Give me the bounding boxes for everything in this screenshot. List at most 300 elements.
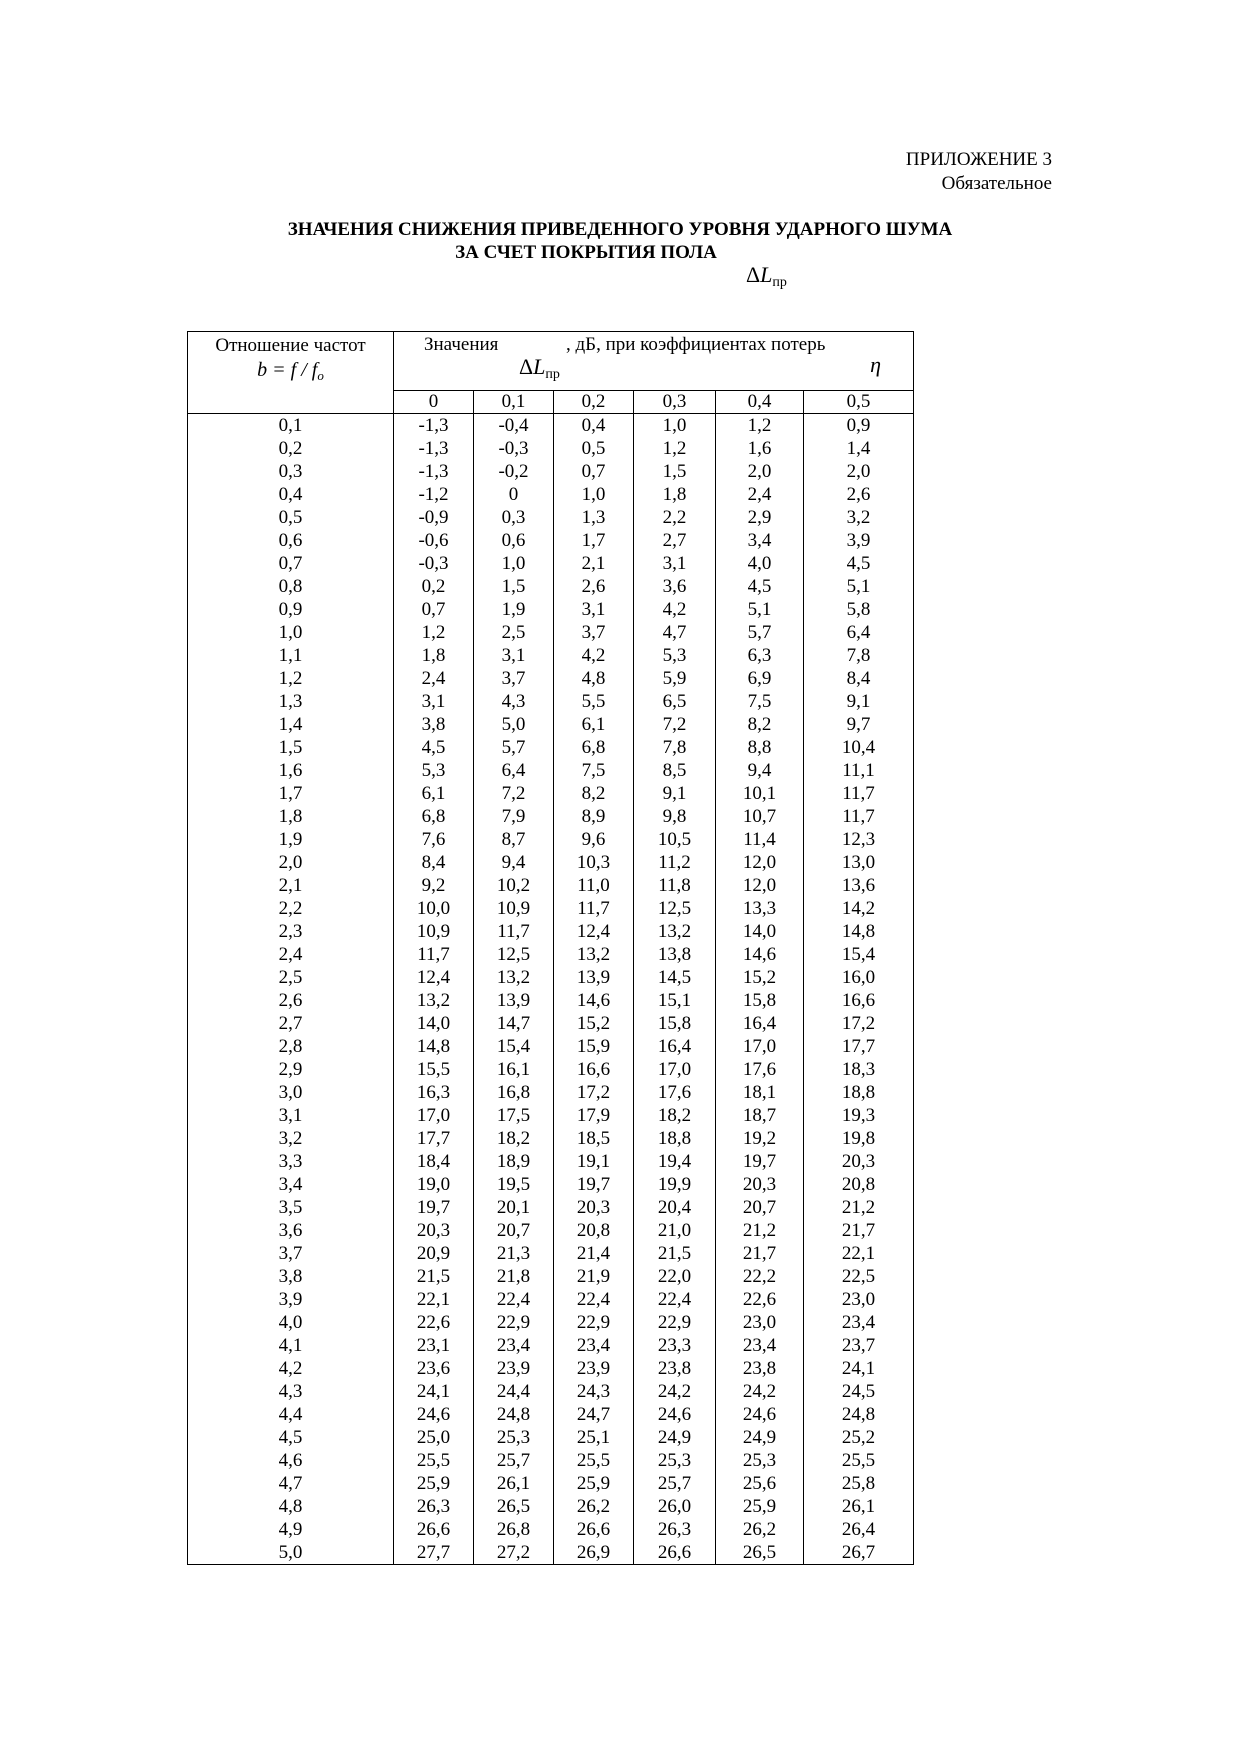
value-cell: 13,9 bbox=[474, 989, 554, 1012]
value-cell: 0,7 bbox=[394, 598, 474, 621]
value-cell: 16,6 bbox=[554, 1058, 634, 1081]
table-row bbox=[188, 1403, 914, 1426]
value-cell: 0,7 bbox=[554, 460, 634, 483]
table-row bbox=[188, 1495, 914, 1518]
value-cell: 12,0 bbox=[716, 874, 804, 897]
header-values-unit: , дБ, при коэффициентах потерь bbox=[566, 334, 826, 355]
value-cell: 9,2 bbox=[394, 874, 474, 897]
appendix-label: ПРИЛОЖЕНИЕ 3 bbox=[905, 149, 1052, 170]
value-cell: 8,2 bbox=[716, 713, 804, 736]
value-cell: 3,6 bbox=[634, 575, 716, 598]
value-cell: 20,8 bbox=[554, 1219, 634, 1242]
value-cell: 7,2 bbox=[474, 782, 554, 805]
value-cell: 24,1 bbox=[394, 1380, 474, 1403]
value-cell: 13,2 bbox=[634, 920, 716, 943]
value-cell: -0,9 bbox=[394, 506, 474, 529]
value-cell: 11,1 bbox=[804, 759, 914, 782]
table-row bbox=[188, 1242, 914, 1265]
value-cell: 7,8 bbox=[634, 736, 716, 759]
frequency-ratio-cell: 0,4 bbox=[188, 483, 394, 506]
frequency-ratio-cell: 2,4 bbox=[188, 943, 394, 966]
value-cell: 19,2 bbox=[716, 1127, 804, 1150]
value-cell: 3,8 bbox=[394, 713, 474, 736]
value-cell: 22,5 bbox=[804, 1265, 914, 1288]
value-cell: 5,9 bbox=[634, 667, 716, 690]
frequency-ratio-cell: 2,6 bbox=[188, 989, 394, 1012]
value-cell: 1,4 bbox=[804, 437, 914, 460]
column-header: 0,2 bbox=[554, 391, 634, 414]
value-cell: 20,9 bbox=[394, 1242, 474, 1265]
value-cell: 17,6 bbox=[716, 1058, 804, 1081]
frequency-ratio-cell: 4,7 bbox=[188, 1472, 394, 1495]
value-cell: 26,2 bbox=[716, 1518, 804, 1541]
value-cell: 10,1 bbox=[716, 782, 804, 805]
frequency-ratio-cell: 1,8 bbox=[188, 805, 394, 828]
formula-text: b = f / f bbox=[257, 359, 318, 381]
value-cell: 4,2 bbox=[634, 598, 716, 621]
value-cell: 21,3 bbox=[474, 1242, 554, 1265]
value-cell: 13,8 bbox=[634, 943, 716, 966]
table-row bbox=[188, 483, 914, 506]
title-line-1: ЗНАЧЕНИЯ СНИЖЕНИЯ ПРИВЕДЕННОГО УРОВНЯ УДАРНОГО ШУМА bbox=[287, 219, 953, 240]
table-row bbox=[188, 1518, 914, 1541]
value-cell: 24,6 bbox=[634, 1403, 716, 1426]
value-cell: 22,9 bbox=[474, 1311, 554, 1334]
value-cell: 14,5 bbox=[634, 966, 716, 989]
value-cell: 13,2 bbox=[474, 966, 554, 989]
value-cell: 24,5 bbox=[804, 1380, 914, 1403]
value-cell: 24,6 bbox=[716, 1403, 804, 1426]
value-cell: 15,8 bbox=[716, 989, 804, 1012]
value-cell: 25,3 bbox=[474, 1426, 554, 1449]
value-cell: 13,3 bbox=[716, 897, 804, 920]
column-header: 0,3 bbox=[634, 391, 716, 414]
value-cell: 18,3 bbox=[804, 1058, 914, 1081]
table-row bbox=[188, 851, 914, 874]
value-cell: 23,4 bbox=[716, 1334, 804, 1357]
value-cell: 4,2 bbox=[554, 644, 634, 667]
value-cell: 2,6 bbox=[554, 575, 634, 598]
value-cell: 24,2 bbox=[716, 1380, 804, 1403]
value-cell: 23,7 bbox=[804, 1334, 914, 1357]
frequency-ratio-cell: 2,2 bbox=[188, 897, 394, 920]
value-cell: 18,5 bbox=[554, 1127, 634, 1150]
frequency-ratio-cell: 3,0 bbox=[188, 1081, 394, 1104]
value-cell: 23,4 bbox=[804, 1311, 914, 1334]
table-row bbox=[188, 598, 914, 621]
table-row bbox=[188, 1219, 914, 1242]
value-cell: 15,2 bbox=[554, 1012, 634, 1035]
value-cell: 8,9 bbox=[554, 805, 634, 828]
value-cell: 22,6 bbox=[394, 1311, 474, 1334]
value-cell: 16,4 bbox=[634, 1035, 716, 1058]
table-row bbox=[188, 506, 914, 529]
value-cell: 16,8 bbox=[474, 1081, 554, 1104]
value-cell: 17,7 bbox=[804, 1035, 914, 1058]
value-cell: 16,6 bbox=[804, 989, 914, 1012]
table-row bbox=[188, 989, 914, 1012]
table-row bbox=[188, 1196, 914, 1219]
value-cell: 8,5 bbox=[634, 759, 716, 782]
value-cell: 19,4 bbox=[634, 1150, 716, 1173]
value-cell: 14,8 bbox=[804, 920, 914, 943]
frequency-ratio-cell: 4,8 bbox=[188, 1495, 394, 1518]
value-cell: 6,9 bbox=[716, 667, 804, 690]
value-cell: 25,5 bbox=[394, 1449, 474, 1472]
value-cell: 22,0 bbox=[634, 1265, 716, 1288]
header-delta-symbol bbox=[519, 354, 560, 383]
value-cell: 11,8 bbox=[634, 874, 716, 897]
value-cell: 15,4 bbox=[804, 943, 914, 966]
value-cell: 12,4 bbox=[554, 920, 634, 943]
value-cell: 18,4 bbox=[394, 1150, 474, 1173]
frequency-formula bbox=[188, 358, 393, 388]
frequency-ratio-cell: 1,6 bbox=[188, 759, 394, 782]
value-cell: 15,9 bbox=[554, 1035, 634, 1058]
value-cell: 19,8 bbox=[804, 1127, 914, 1150]
value-cell: 11,7 bbox=[804, 805, 914, 828]
title-symbol bbox=[746, 262, 787, 291]
value-cell: -0,3 bbox=[474, 437, 554, 460]
value-cell: 23,0 bbox=[716, 1311, 804, 1334]
frequency-ratio-cell: 3,4 bbox=[188, 1173, 394, 1196]
value-cell: 26,6 bbox=[394, 1518, 474, 1541]
value-cell: 12,3 bbox=[804, 828, 914, 851]
value-cell: 0,3 bbox=[474, 506, 554, 529]
value-cell: 26,0 bbox=[634, 1495, 716, 1518]
frequency-ratio-cell: 0,6 bbox=[188, 529, 394, 552]
value-cell: 18,8 bbox=[804, 1081, 914, 1104]
value-cell: 14,6 bbox=[716, 943, 804, 966]
value-cell: 3,7 bbox=[474, 667, 554, 690]
value-cell: 7,5 bbox=[554, 759, 634, 782]
value-cell: 0,6 bbox=[474, 529, 554, 552]
frequency-ratio-cell: 1,9 bbox=[188, 828, 394, 851]
value-cell: 14,0 bbox=[394, 1012, 474, 1035]
table-row bbox=[188, 1035, 914, 1058]
value-cell: 10,5 bbox=[634, 828, 716, 851]
value-cell: 15,5 bbox=[394, 1058, 474, 1081]
value-cell: 24,7 bbox=[554, 1403, 634, 1426]
value-cell: 23,8 bbox=[716, 1357, 804, 1380]
value-cell: 7,2 bbox=[634, 713, 716, 736]
value-cell: 26,1 bbox=[804, 1495, 914, 1518]
value-cell: 8,8 bbox=[716, 736, 804, 759]
table-row bbox=[188, 1104, 914, 1127]
value-cell: 5,3 bbox=[634, 644, 716, 667]
value-cell: 3,7 bbox=[554, 621, 634, 644]
value-cell: 13,0 bbox=[804, 851, 914, 874]
value-cell: 11,7 bbox=[474, 920, 554, 943]
frequency-ratio-cell: 4,0 bbox=[188, 1311, 394, 1334]
value-cell: 25,9 bbox=[394, 1472, 474, 1495]
frequency-ratio-cell: 3,6 bbox=[188, 1219, 394, 1242]
value-cell: 24,8 bbox=[474, 1403, 554, 1426]
table-row bbox=[188, 437, 914, 460]
value-cell: 12,0 bbox=[716, 851, 804, 874]
value-cell: 7,6 bbox=[394, 828, 474, 851]
value-cell: 6,1 bbox=[554, 713, 634, 736]
value-cell: 2,6 bbox=[804, 483, 914, 506]
value-cell: 14,7 bbox=[474, 1012, 554, 1035]
frequency-ratio-cell: 3,9 bbox=[188, 1288, 394, 1311]
frequency-ratio-cell: 0,1 bbox=[188, 414, 394, 438]
value-cell: 2,2 bbox=[634, 506, 716, 529]
value-cell: 19,3 bbox=[804, 1104, 914, 1127]
value-cell: 21,2 bbox=[716, 1219, 804, 1242]
value-cell: 5,5 bbox=[554, 690, 634, 713]
value-cell: 9,4 bbox=[716, 759, 804, 782]
frequency-ratio-cell: 1,5 bbox=[188, 736, 394, 759]
frequency-ratio-cell: 0,9 bbox=[188, 598, 394, 621]
value-cell: 11,7 bbox=[554, 897, 634, 920]
header-frequency-label: Отношение частот bbox=[215, 335, 366, 356]
value-cell: 5,0 bbox=[474, 713, 554, 736]
value-cell: 23,4 bbox=[474, 1334, 554, 1357]
value-cell: 24,2 bbox=[634, 1380, 716, 1403]
value-cell: 26,7 bbox=[804, 1541, 914, 1565]
table-row bbox=[188, 690, 914, 713]
value-cell: -1,3 bbox=[394, 437, 474, 460]
value-cell: 9,1 bbox=[804, 690, 914, 713]
value-cell: 25,9 bbox=[716, 1495, 804, 1518]
table-row bbox=[188, 897, 914, 920]
table-row bbox=[188, 966, 914, 989]
value-cell: 22,1 bbox=[804, 1242, 914, 1265]
appendix-status: Обязательное bbox=[941, 173, 1052, 194]
value-cell: 11,0 bbox=[554, 874, 634, 897]
header-delta-glyph: Δ bbox=[519, 354, 534, 379]
value-cell: 22,2 bbox=[716, 1265, 804, 1288]
value-cell: 23,4 bbox=[554, 1334, 634, 1357]
value-cell: 4,5 bbox=[716, 575, 804, 598]
value-cell: -1,3 bbox=[394, 414, 474, 438]
value-cell: 2,4 bbox=[394, 667, 474, 690]
value-cell: 10,2 bbox=[474, 874, 554, 897]
value-cell: 26,3 bbox=[394, 1495, 474, 1518]
value-cell: 0,4 bbox=[554, 414, 634, 438]
value-cell: 26,1 bbox=[474, 1472, 554, 1495]
formula-subscript: o bbox=[317, 368, 324, 383]
value-cell: 1,2 bbox=[394, 621, 474, 644]
value-cell: 20,7 bbox=[716, 1196, 804, 1219]
value-cell: 23,8 bbox=[634, 1357, 716, 1380]
value-cell: 18,1 bbox=[716, 1081, 804, 1104]
column-header: 0,5 bbox=[804, 391, 914, 414]
frequency-ratio-cell: 2,3 bbox=[188, 920, 394, 943]
value-cell: 16,0 bbox=[804, 966, 914, 989]
table-row bbox=[188, 644, 914, 667]
value-cell: 22,4 bbox=[554, 1288, 634, 1311]
value-cell: 15,4 bbox=[474, 1035, 554, 1058]
value-cell: 2,0 bbox=[804, 460, 914, 483]
value-cell: 20,1 bbox=[474, 1196, 554, 1219]
value-cell: 17,0 bbox=[716, 1035, 804, 1058]
value-cell: 17,7 bbox=[394, 1127, 474, 1150]
value-cell: 4,5 bbox=[804, 552, 914, 575]
frequency-ratio-cell: 1,0 bbox=[188, 621, 394, 644]
frequency-ratio-cell: 1,2 bbox=[188, 667, 394, 690]
value-cell: -0,3 bbox=[394, 552, 474, 575]
value-cell: 25,7 bbox=[634, 1472, 716, 1495]
value-cell: 15,2 bbox=[716, 966, 804, 989]
value-cell: 22,4 bbox=[634, 1288, 716, 1311]
value-cell: 19,7 bbox=[554, 1173, 634, 1196]
value-cell: 21,8 bbox=[474, 1265, 554, 1288]
value-cell: 1,9 bbox=[474, 598, 554, 621]
value-cell: 19,7 bbox=[716, 1150, 804, 1173]
value-cell: 26,4 bbox=[804, 1518, 914, 1541]
value-cell: 0,9 bbox=[804, 414, 914, 438]
value-cell: 1,2 bbox=[716, 414, 804, 438]
value-cell: 24,9 bbox=[634, 1426, 716, 1449]
value-cell: 26,6 bbox=[554, 1518, 634, 1541]
table-row bbox=[188, 782, 914, 805]
value-cell: 17,0 bbox=[394, 1104, 474, 1127]
value-cell: 10,3 bbox=[554, 851, 634, 874]
value-cell: 25,3 bbox=[634, 1449, 716, 1472]
value-cell: 20,3 bbox=[394, 1219, 474, 1242]
value-cell: 14,0 bbox=[716, 920, 804, 943]
value-cell: 8,4 bbox=[804, 667, 914, 690]
appendix-block bbox=[906, 148, 1052, 196]
value-cell: 26,8 bbox=[474, 1518, 554, 1541]
value-cell: 11,2 bbox=[634, 851, 716, 874]
page-title bbox=[0, 218, 1240, 264]
value-cell: 5,3 bbox=[394, 759, 474, 782]
table-body bbox=[188, 414, 914, 1565]
value-cell: 25,9 bbox=[554, 1472, 634, 1495]
value-cell: 4,7 bbox=[634, 621, 716, 644]
table-row bbox=[188, 1127, 914, 1150]
value-cell: 2,7 bbox=[634, 529, 716, 552]
value-cell: 21,5 bbox=[394, 1265, 474, 1288]
value-cell: 19,7 bbox=[394, 1196, 474, 1219]
value-cell: 21,5 bbox=[634, 1242, 716, 1265]
table-row bbox=[188, 1012, 914, 1035]
table-row bbox=[188, 1173, 914, 1196]
header-frequency-ratio bbox=[188, 332, 394, 414]
table-row bbox=[188, 414, 914, 438]
value-cell: 11,7 bbox=[394, 943, 474, 966]
value-cell: 9,4 bbox=[474, 851, 554, 874]
table-row bbox=[188, 1288, 914, 1311]
table-row bbox=[188, 575, 914, 598]
frequency-ratio-cell: 3,8 bbox=[188, 1265, 394, 1288]
value-cell: 1,0 bbox=[554, 483, 634, 506]
value-cell: 3,1 bbox=[474, 644, 554, 667]
value-cell: 18,2 bbox=[634, 1104, 716, 1127]
header-row-main bbox=[188, 332, 914, 391]
value-cell: 2,5 bbox=[474, 621, 554, 644]
value-cell: 25,3 bbox=[716, 1449, 804, 1472]
value-cell: 3,2 bbox=[804, 506, 914, 529]
value-cell: 19,5 bbox=[474, 1173, 554, 1196]
value-cell: 3,1 bbox=[554, 598, 634, 621]
frequency-ratio-cell: 1,4 bbox=[188, 713, 394, 736]
table-row bbox=[188, 1311, 914, 1334]
value-cell: 4,5 bbox=[394, 736, 474, 759]
table-row bbox=[188, 1150, 914, 1173]
value-cell: 5,1 bbox=[716, 598, 804, 621]
value-cell: 25,1 bbox=[554, 1426, 634, 1449]
value-cell: 26,2 bbox=[554, 1495, 634, 1518]
table-row bbox=[188, 460, 914, 483]
value-cell: 21,4 bbox=[554, 1242, 634, 1265]
value-cell: 5,1 bbox=[804, 575, 914, 598]
value-cell: 6,8 bbox=[554, 736, 634, 759]
frequency-ratio-cell: 2,5 bbox=[188, 966, 394, 989]
value-cell: 1,0 bbox=[634, 414, 716, 438]
value-cell: 9,7 bbox=[804, 713, 914, 736]
value-cell: 14,2 bbox=[804, 897, 914, 920]
value-cell: 21,7 bbox=[804, 1219, 914, 1242]
value-cell: 25,7 bbox=[474, 1449, 554, 1472]
value-cell: 9,8 bbox=[634, 805, 716, 828]
value-cell: 17,0 bbox=[634, 1058, 716, 1081]
value-cell: 26,3 bbox=[634, 1518, 716, 1541]
value-cell: 13,6 bbox=[804, 874, 914, 897]
value-cell: 2,1 bbox=[554, 552, 634, 575]
values-table bbox=[187, 331, 914, 1565]
value-cell: 6,4 bbox=[804, 621, 914, 644]
value-cell: 22,1 bbox=[394, 1288, 474, 1311]
value-cell: 0,2 bbox=[394, 575, 474, 598]
table-row bbox=[188, 943, 914, 966]
frequency-ratio-cell: 2,1 bbox=[188, 874, 394, 897]
value-cell: 12,5 bbox=[634, 897, 716, 920]
frequency-ratio-cell: 4,3 bbox=[188, 1380, 394, 1403]
value-cell: 6,4 bbox=[474, 759, 554, 782]
value-cell: 1,2 bbox=[634, 437, 716, 460]
frequency-ratio-cell: 2,8 bbox=[188, 1035, 394, 1058]
value-cell: 10,9 bbox=[394, 920, 474, 943]
frequency-ratio-cell: 3,2 bbox=[188, 1127, 394, 1150]
value-cell: 17,6 bbox=[634, 1081, 716, 1104]
value-cell: 16,1 bbox=[474, 1058, 554, 1081]
table-row bbox=[188, 759, 914, 782]
value-cell: 3,1 bbox=[634, 552, 716, 575]
frequency-ratio-cell: 4,2 bbox=[188, 1357, 394, 1380]
value-cell: 24,6 bbox=[394, 1403, 474, 1426]
value-cell: 25,8 bbox=[804, 1472, 914, 1495]
value-cell: 5,7 bbox=[474, 736, 554, 759]
value-cell: -0,4 bbox=[474, 414, 554, 438]
value-cell: 3,9 bbox=[804, 529, 914, 552]
value-cell: 14,8 bbox=[394, 1035, 474, 1058]
value-cell: 27,2 bbox=[474, 1541, 554, 1565]
value-cell: 11,4 bbox=[716, 828, 804, 851]
frequency-ratio-cell: 3,3 bbox=[188, 1150, 394, 1173]
value-cell: 1,5 bbox=[634, 460, 716, 483]
column-header: 0,4 bbox=[716, 391, 804, 414]
table-row bbox=[188, 1380, 914, 1403]
value-cell: 1,7 bbox=[554, 529, 634, 552]
value-cell: 24,4 bbox=[474, 1380, 554, 1403]
table-row bbox=[188, 874, 914, 897]
value-cell: 3,4 bbox=[716, 529, 804, 552]
frequency-ratio-cell: 4,6 bbox=[188, 1449, 394, 1472]
value-cell: 15,8 bbox=[634, 1012, 716, 1035]
symbol-subscript: пр bbox=[772, 275, 787, 290]
value-cell: 25,5 bbox=[804, 1449, 914, 1472]
value-cell: 25,6 bbox=[716, 1472, 804, 1495]
delta-glyph: Δ bbox=[746, 262, 761, 287]
value-cell: 24,8 bbox=[804, 1403, 914, 1426]
value-cell: 3,1 bbox=[394, 690, 474, 713]
table-row bbox=[188, 1265, 914, 1288]
table-row bbox=[188, 1081, 914, 1104]
